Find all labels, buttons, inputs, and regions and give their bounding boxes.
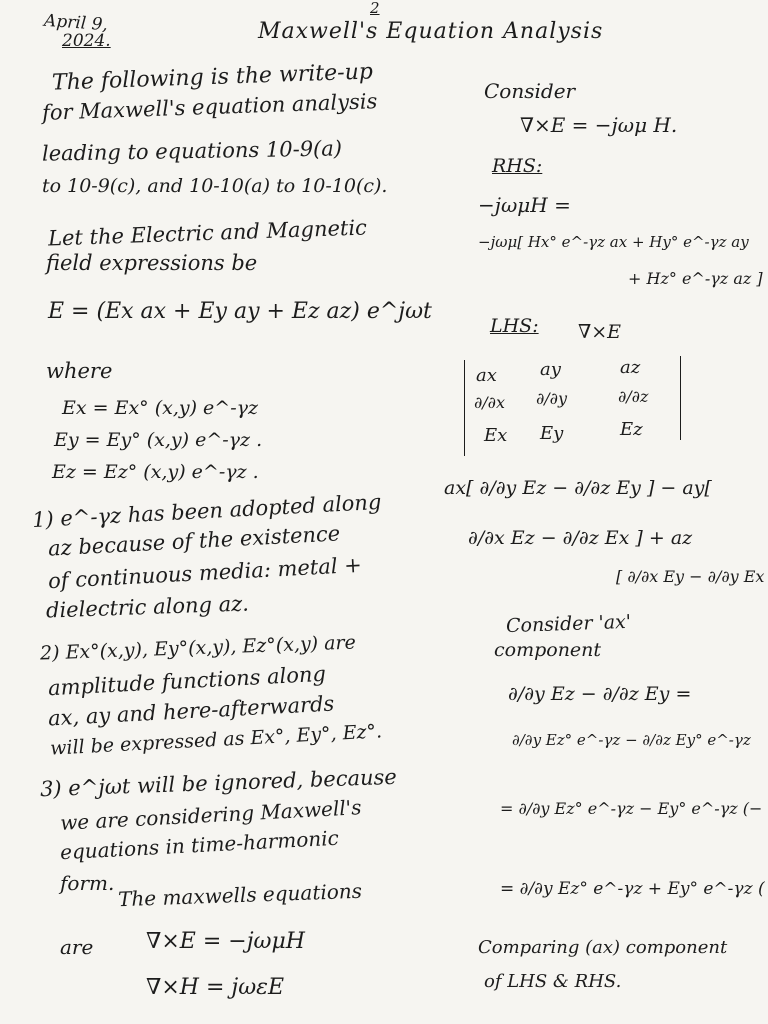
expansion-line-2: ∂/∂x Ez − ∂/∂z Ex ] + az: [468, 527, 693, 549]
intro-line-4: to 10-9(c), and 10-10(a) to 10-10(c).: [42, 175, 388, 197]
date-line-1: April 9,: [43, 10, 109, 36]
note2-line-1: 2) Ex°(x,y), Ey°(x,y), Ez°(x,y) are: [39, 631, 357, 665]
note3-line-1: 3) e^jωt will be ignored, because: [39, 764, 398, 802]
page-number: 2: [370, 0, 380, 17]
comparing-line: Comparing (ax) component: [478, 937, 728, 958]
det-cell-r1c1: ax: [476, 365, 497, 386]
rhs-line-2: −jωμ[ Hx° e^-γz ax + Hy° e^-γz ay: [478, 233, 749, 251]
rhs-line-3: + Hz° e^-γz az ]: [628, 269, 763, 288]
consider-label: Consider: [484, 79, 576, 103]
maxwell-eq-1: ∇×E = −jωμH: [146, 929, 305, 954]
ey-component: Ey = Ey° (x,y) e^-γz .: [54, 429, 263, 451]
rhs-label: RHS:: [492, 155, 543, 177]
note3-line-2: we are considering Maxwell's: [59, 795, 363, 835]
note1-line-2: az because of the existence: [47, 521, 341, 561]
det-cell-r1c3: az: [620, 357, 641, 378]
ax-equation-2: ∂/∂y Ez° e^-γz − ∂/∂z Ey° e^-γz: [512, 731, 751, 749]
fields-intro-line-1: Let the Electric and Magnetic: [47, 215, 368, 251]
det-cell-r2c3: ∂/∂z: [618, 387, 649, 406]
intro-line-1: The following is the write-up: [51, 59, 374, 96]
determinant-right-bar: [680, 356, 681, 440]
fields-intro-line-2: field expressions be: [46, 251, 258, 275]
lhs-label: LHS:: [490, 315, 539, 337]
det-cell-r3c2: Ey: [540, 423, 564, 444]
note3-line-3: equations in time-harmonic: [59, 825, 340, 865]
expansion-line-1: ax[ ∂/∂y Ez − ∂/∂z Ey ] − ay[: [444, 477, 712, 499]
maxwell-intro: The maxwells equations: [117, 878, 363, 912]
ax-equation-3: = ∂/∂y Ez° e^-γz − Ey° e^-γz (−: [500, 799, 763, 818]
det-cell-r3c3: Ez: [620, 419, 643, 440]
note2-line-2: amplitude functions along: [47, 661, 327, 701]
note2-line-3: ax, ay and here-afterwards: [47, 691, 335, 731]
ax-equation-1: ∂/∂y Ez − ∂/∂z Ey =: [508, 683, 692, 705]
determinant-left-bar: [464, 360, 465, 456]
det-cell-r2c2: ∂/∂y: [536, 389, 567, 408]
e-vector-expression: E = (Ex ax + Ey ay + Ez az) e^jωt: [48, 299, 432, 324]
det-cell-r2c1: ∂/∂x: [474, 393, 505, 412]
note1-line-4: dielectric along az.: [45, 591, 250, 623]
ez-component: Ez = Ez° (x,y) e^-γz .: [52, 461, 259, 483]
lhs-curl: ∇×E: [578, 321, 622, 343]
ex-component: Ex = Ex° (x,y) e^-γz: [62, 397, 259, 419]
are-label: are: [60, 935, 94, 959]
intro-line-2: for Maxwell's equation analysis: [41, 89, 378, 125]
note3-line-4: form.: [60, 871, 115, 895]
expansion-line-3: [ ∂/∂x Ey − ∂/∂y Ex: [616, 567, 765, 586]
consider-ax-label: Consider 'ax': [505, 610, 632, 638]
where-label: where: [46, 359, 113, 383]
note1-line-3: of continuous media: metal +: [47, 552, 363, 594]
date-line-2: 2024.: [62, 31, 111, 51]
intro-line-3: leading to equations 10-9(a): [41, 136, 343, 166]
det-cell-r3c1: Ex: [484, 425, 508, 446]
ax-equation-4: = ∂/∂y Ez° e^-γz + Ey° e^-γz (: [500, 879, 765, 899]
maxwell-eq-2: ∇×H = jωεE: [146, 975, 285, 1000]
page-title: Maxwell's Equation Analysis: [258, 19, 604, 44]
of-lhs-rhs-line: of LHS & RHS.: [484, 971, 622, 992]
det-cell-r1c2: ay: [540, 359, 561, 380]
note1-line-1: 1) e^-γz has been adopted along: [31, 489, 382, 533]
component-label: component: [494, 639, 602, 661]
rhs-line-1: −jωμH =: [478, 193, 571, 217]
curl-e-equation: ∇×E = −jωμ H.: [520, 113, 678, 137]
note2-line-4: will be expressed as Ex°, Ey°, Ez°.: [49, 720, 383, 760]
